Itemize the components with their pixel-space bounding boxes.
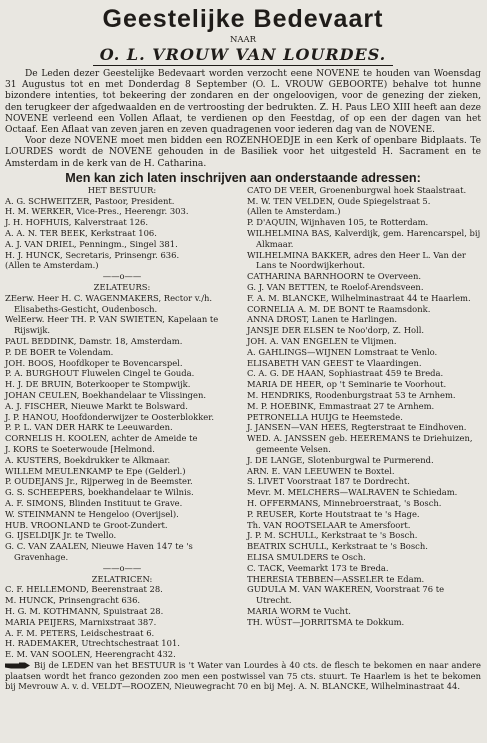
address-entry: W. STEINMANN te Hengeloo (Overijsel). xyxy=(5,508,179,519)
intro-paragraph-2: Voor deze NOVENE moet men bidden een ROZENHOEDJE in een Kerk of openbare Bidplaats. Te LOURDES wordt de NOVENE gehouden in de Basiliek voor het uitgesteld H. Sacrament en te Amsterdam in de kerk van de H. Catharina. xyxy=(5,136,481,169)
address-entry: JOH. BOOS, Hoofdkoper te Bovencarspel. xyxy=(5,357,183,368)
address-entry: MARIA PEIJERS, Marnixstraat 387. xyxy=(5,616,157,627)
page-title: Geestelijke Bedevaart xyxy=(102,5,384,33)
address-entry: S. LIVET Voorstraat 187 te Dordrecht. xyxy=(247,476,410,487)
address-entry: E. M. VAN SOOLEN, Heerengracht 432. xyxy=(5,649,176,660)
address-entry: J. JANSEN—VAN HEES, Regterstraat te Eindhoven. xyxy=(247,422,467,433)
address-entry: CATHARINA BARNHOORN te Overveen. xyxy=(247,271,421,282)
address-entry: MARIA WORM te Vucht. xyxy=(247,605,351,616)
address-entry: G. IJSELDIJK Jr. te Twello. xyxy=(5,530,117,541)
address-columns xyxy=(5,185,481,660)
address-entry: ELISABETH VAN GEEST te Vlaardingen. xyxy=(247,357,422,368)
address-entry: A. F. SIMONS, Blinden Instituut te Grave. xyxy=(5,497,183,508)
address-entry: C. F. HELLEMOND, Beerenstraat 28. xyxy=(5,584,163,595)
address-entry: A. A. N. TER BEEK, Kerkstraat 106. xyxy=(5,228,157,239)
addresses-heading: Men kan zich laten inschrijven aan onderstaande adressen: xyxy=(65,170,421,185)
address-entry: A. F. M. PETERS, Leidschestraat 6. xyxy=(5,627,155,638)
address-entry: ANNA DROST, Lanen te Harlingen. xyxy=(247,314,398,325)
address-entry: PETRONELLA HUIJG te Heemstede. xyxy=(247,411,403,422)
address-entry: J. P. M. SCHULL, Kerkstraat te 's Bosch. xyxy=(247,530,418,541)
address-entry: J. DE LANGE, Slotenburgwal te Purmerend. xyxy=(247,454,434,465)
address-entry: ELISA SMULDERS te Osch. xyxy=(247,551,366,562)
separator: ——o—— xyxy=(102,562,142,573)
bestuur-list xyxy=(5,196,239,272)
address-entry: H. RADEMAKER, Utrechtschestraat 101. xyxy=(5,638,180,649)
address-entry: H. OFFERMANS, Minnebroerstraat, 's Bosch. xyxy=(247,497,442,508)
address-entry: F. A. M. BLANCKE, Wilhelminastraat 44 te Haarlem. xyxy=(247,292,471,303)
address-entry: H. M. WERKER, Vice-Pres., Heerengr. 303. xyxy=(5,206,189,217)
address-entry: G. J. VAN BETTEN, te Roelof-Arendsveen. xyxy=(247,282,424,292)
address-entry: WILHELMINA BAKKER, adres den Heer L. Van der Lans te Noordwijkerhout. xyxy=(247,249,466,271)
footer-text: Bij de LEDEN van het BESTUUR is 't Water van Lourdes à 40 cts. de flesch te bekomen en naar andere plaatsen wordt het franco gezonden zoo men een postwissel van 75 cts. stuurt. Te Haarlem is het te bekomen bij Mevrouw A. v. d. VELDT—ROOZEN, Nieuwegracht 70 en bij Mej. A. N. BLANCKE, Wilhelminastraat 44. xyxy=(5,659,481,692)
address-entry: A. G. SCHWEITZER, Pastoor, President. xyxy=(5,195,175,206)
address-entry: BEATRIX SCHULL, Kerkstraat te 's Bosch. xyxy=(247,541,428,552)
address-entry: H. J. DE BRUIN, Boterkooper te Stompwijk. xyxy=(5,379,191,390)
address-entry: CATO DE VEER, Groenenburgwal hoek Staalstraat. xyxy=(247,184,467,195)
right-column xyxy=(245,185,481,660)
address-entry: JANSJE DER ELSEN te Noo'dorp, Z. Holl. xyxy=(247,325,425,336)
address-entry: THERESIA TEBBEN—ASSELER te Edam. xyxy=(247,573,425,584)
address-entry: ZEerw. Heer H. C. WAGENMAKERS, Rector v./h. Elisabeths-Gesticht, Oudenbosch. xyxy=(5,292,213,314)
address-entry: WelEerw. Heer TH. P. VAN SWIETEN, Kapelaan te Rijswijk. xyxy=(5,314,219,336)
address-entry: HUB. VROONLAND te Groot-Zundert. xyxy=(5,519,168,530)
address-entry: J. P. HANOU, Hoofdonderwijzer te Oosterblokker. xyxy=(5,411,214,422)
separator: ——o—— xyxy=(102,271,142,282)
address-entry: P. P. L. VAN DER HARK te Leeuwarden. xyxy=(5,422,173,433)
address-entry: MARIA DE HEER, op 't Seminarie te Voorhout. xyxy=(247,379,447,390)
address-entry: PAUL BEDDINK, Damstr. 18, Amsterdam. xyxy=(5,335,183,346)
address-entry: P. OUDEJANS Jr., Rijperweg in de Beemster. xyxy=(5,476,193,487)
address-entry: JOH. A. VAN ENGELEN te Vlijmen. xyxy=(247,335,397,346)
address-entry: WED. A. JANSSEN geb. HEEREMANS te Driehuizen, gemeente Velsen. xyxy=(247,433,473,454)
address-entry: Mevr. M. MELCHERS—WALRAVEN te Schiedam. xyxy=(247,487,458,498)
address-entry: (Allen te Amsterdam.) xyxy=(247,206,341,217)
address-entry: P. DE BOER te Volendam. xyxy=(5,346,114,357)
address-entry: GUDULA M. VAN WAKEREN, Voorstraat 76 te Utrecht. xyxy=(247,584,445,606)
zelatrices-list xyxy=(5,584,239,660)
zelatrices-continued-list xyxy=(247,185,481,628)
subtitle-preposition: NAAR xyxy=(229,35,257,45)
address-entry: J. KORS te Soeterwoude [Helmond. xyxy=(5,443,155,454)
address-entry: (Allen te Amsterdam.) xyxy=(5,260,99,271)
address-entry: A. J. VAN DRIEL, Penningm., Singel 381. xyxy=(5,238,178,249)
address-entry: CORNELIA A. M. DE BONT te Raamsdonk. xyxy=(247,303,431,314)
footer-notice xyxy=(5,660,481,692)
address-entry: A. GAHLINGS—WIJNEN Lomstraat te Venlo. xyxy=(247,346,438,357)
address-entry: M. W. TEN VELDEN, Oude Spiegelstraat 5. xyxy=(247,195,431,206)
pointing-hand-icon xyxy=(5,662,31,669)
address-entry: M. P. HOEBINK, Emmastraat 27 te Arnhem. xyxy=(247,400,435,411)
address-entry: P. A. BURGHOUT Fluwelen Cingel te Gouda. xyxy=(5,368,195,379)
address-entry: CORNELIS H. KOOLEN, achter de Ameide te xyxy=(5,433,198,444)
address-entry: TH. WÜST—JORRITSMA te Dokkum. xyxy=(247,616,405,627)
address-entry: C. A. G. DE HAAN, Sophiastraat 459 te Breda. xyxy=(247,368,444,379)
address-entry: ARN. E. VAN LEEUWEN te Boxtel. xyxy=(247,465,395,476)
address-entry: H. J. HUNCK, Secretaris, Prinsengr. 636. xyxy=(5,249,180,260)
address-entry: M. HUNCK, Prinsengracht 636. xyxy=(5,595,141,606)
address-entry: A. J. FISCHER, Nieuwe Markt te Bolsward. xyxy=(5,400,188,411)
address-entry: P. REUSER, Korte Houtstraat te 's Hage. xyxy=(247,508,420,519)
zelateurs-heading: ZELATEURS: xyxy=(93,282,151,292)
address-entry: Th. VAN ROOTSELAAR te Amersfoort. xyxy=(247,519,411,530)
left-column xyxy=(5,185,239,660)
address-entry: G. C. VAN ZAALEN, Nieuwe Haven 147 te 's Gravenhage. xyxy=(5,541,193,562)
address-entry: WILHELMINA BAS, Kalverdijk, gem. Harencarspel, bij Alkmaar. xyxy=(247,228,481,249)
bestuur-heading: HET BESTUUR: xyxy=(87,184,157,195)
address-entry: A. KUSTERS, Boekdrukker te Alkmaar. xyxy=(5,454,171,465)
address-entry: G. S. SCHEEPERS, boekhandelaar te Wilnis. xyxy=(5,487,194,498)
zelatrices-heading: ZELATRICEN: xyxy=(91,573,153,584)
address-entry: WILLEM MEULENKAMP te Epe (Gelderl.) xyxy=(5,465,186,476)
subtitle: O. L. VROUW VAN LOURDES. xyxy=(93,46,393,66)
address-entry: H. G. M. KOTHMANN, Spuistraat 28. xyxy=(5,605,164,616)
intro-paragraph: De Leden dezer Geestelijke Bedevaart worden verzocht eene NOVENE te houden van Woensdag 31 Augustus tot en met Donderdag 8 September (O. L. VROUW GEBOORTE) behalve tot hunne bizondere intenties, tot bekeering der zondaren en der ongeloovigen, voor de genezing der zieken, den terugkeer der afgedwaalden en de vertroosting der bedrukten. Z. H. Paus LEO XIII heeft aan deze NOVENE verleend een Vollen Aflaat, te verdienen op den Feestdag, of op een der dagen van het Octaaf. Een Aflaat van zeven jaren en zeven quadragenen voor iederen dag van de NOVENE. xyxy=(5,69,481,136)
zelateurs-list xyxy=(5,293,239,563)
address-entry: C. TACK, Veemarkt 173 te Breda. xyxy=(247,562,389,573)
address-entry: J. H. HOFHUIS, Kalverstraat 126. xyxy=(5,217,149,228)
address-entry: M. HENDRIKS, Roodenburgstraat 53 te Arnhem. xyxy=(247,389,456,400)
address-entry: P. D'AQUIN, Wijnhaven 105, te Rotterdam. xyxy=(247,217,429,228)
address-entry: JOHAN CEULEN, Boekhandelaar te Vlissingen. xyxy=(5,389,207,400)
